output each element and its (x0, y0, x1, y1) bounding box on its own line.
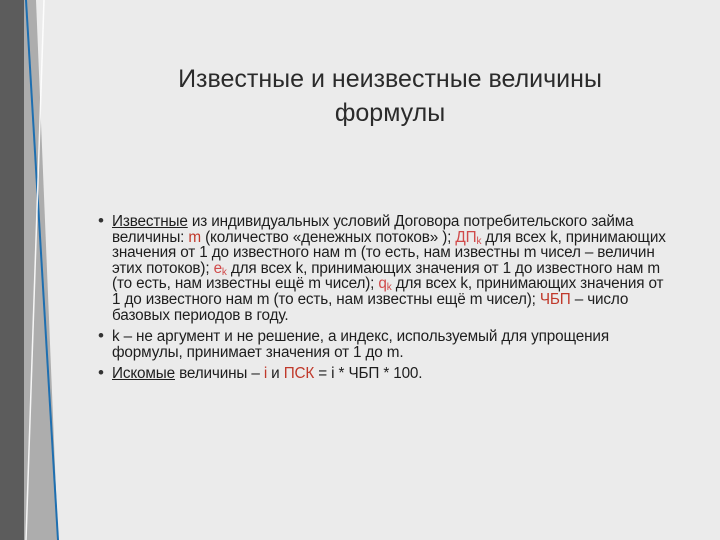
var-i: i (263, 365, 268, 383)
var-cbp: ЧБП (539, 290, 571, 308)
text: = i * ЧБП * 100. (314, 365, 423, 383)
text: k – не аргумент и не решение, а индекс, используемый для упрощения формулы, принимает значения от 1 до m. (112, 328, 609, 361)
deco-dark-band (0, 0, 24, 540)
text: (количество «денежных потоков» ); (200, 228, 456, 246)
var-e-index: k (221, 266, 227, 278)
bullet-dot-icon: • (98, 363, 104, 383)
text: для всех k, принимающих значения от 1 до известного нам m (то есть, нам известны ещё m чисел); (112, 275, 664, 308)
text: – число базовых периодов в году. (112, 290, 629, 324)
bullet-k-index (98, 326, 673, 361)
title-line-2: формулы (334, 99, 446, 127)
var-q: q (378, 275, 387, 293)
bullet-list (98, 211, 673, 388)
known-label: Известные (112, 213, 188, 230)
var-e: e (213, 259, 222, 277)
bullet-known-values (98, 211, 673, 324)
bullet-sought-values (98, 363, 673, 383)
text: для всех k, принимающих значения от 1 до известного нам m (то есть, нам известны ещё m чисел); (112, 259, 660, 293)
var-dp-index: k (476, 235, 482, 247)
bullet-dot-icon: • (98, 326, 104, 346)
var-dp: ДП (455, 228, 477, 246)
text: из индивидуальных условий Договора потребительского займа величины: (112, 213, 634, 246)
title-line-1: Известные и неизвестные величины (178, 65, 602, 93)
bullet-dot-icon: • (98, 211, 104, 230)
var-q-index: k (386, 282, 392, 294)
var-psk: ПСК (283, 365, 315, 383)
var-m: m (188, 228, 201, 246)
text: и (267, 365, 284, 383)
slide-title (100, 62, 680, 130)
text: величины – (174, 365, 264, 383)
text: для всех k, принимающих значения от 1 до известного нам m (то есть, нам известны m чисел – величин этих потоков); (112, 228, 666, 277)
sought-label: Искомые (112, 365, 175, 383)
left-decoration (0, 0, 80, 540)
